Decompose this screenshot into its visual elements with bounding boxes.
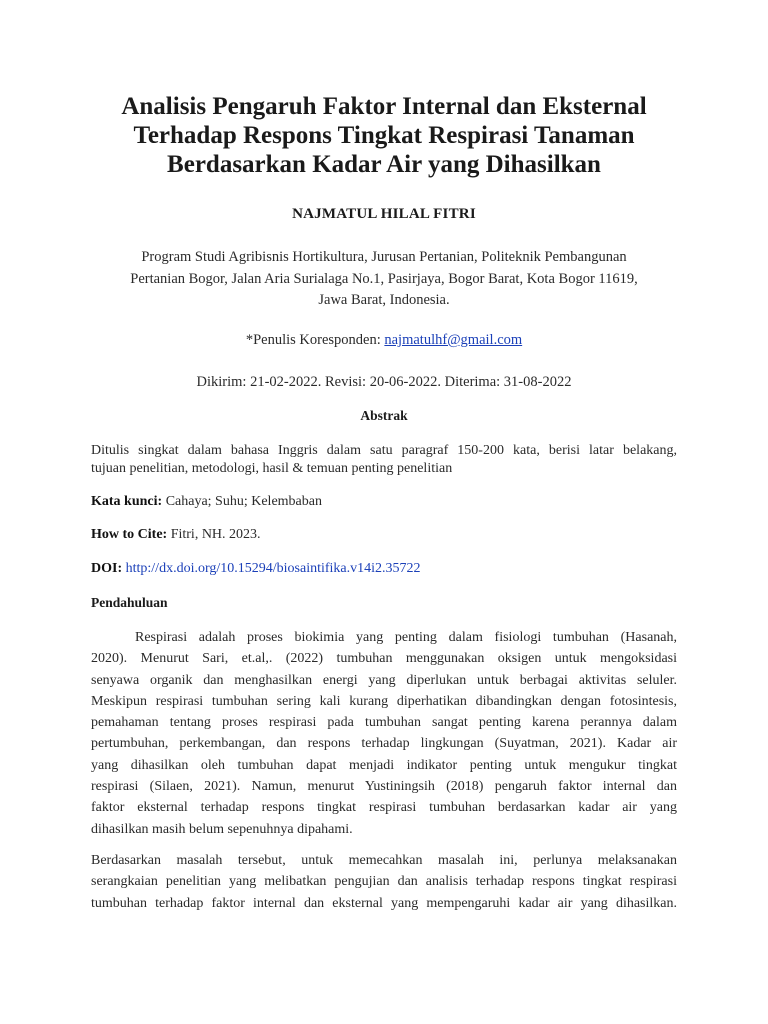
paragraph-line: 2020). Menurut Sari, et.al,. (2022) tumbuhan menggunakan oksigen untuk mengoksidasi xyxy=(91,651,677,667)
paragraph-line: tumbuhan terhadap faktor internal dan eksternal yang mempengaruhi kadar air yang dihasilkan. xyxy=(91,895,677,911)
intro-paragraph-1 xyxy=(91,627,677,840)
paragraph-line: pertumbuhan, perkembangan, dan respons terhadap lingkungan (Suyatman, 2021). Kadar air xyxy=(91,736,677,752)
paragraph-line: dihasilkan masih belum sepenuhnya dipahami. xyxy=(91,821,353,837)
paragraph-line: Meskipun respirasi tumbuhan sering kali kurang diperhatikan dibandingkan dengan fotosintesis, xyxy=(91,693,677,709)
keywords-value: Cahaya; Suhu; Kelembaban xyxy=(165,494,322,509)
paragraph-line: Respirasi adalah proses biokimia yang penting dalam fisiologi tumbuhan (Hasanah, xyxy=(135,630,677,645)
title-line: Terhadap Respons Tingkat Respirasi Tanaman xyxy=(133,122,635,149)
author-name: NAJMATUL HILAL FITRI xyxy=(292,206,476,222)
correspondence-label: *Penulis Koresponden: xyxy=(245,332,381,348)
abstract-line: Ditulis singkat dalam bahasa Inggris dalam satu paragraf 150-200 kata, berisi latar belakang, xyxy=(91,443,677,458)
keywords xyxy=(91,494,322,510)
affiliation xyxy=(80,247,688,312)
paragraph-line: senyawa organik dan menghasilkan energi yang diperlukan untuk berbagai aktivitas seluler. xyxy=(91,672,677,688)
paper-title xyxy=(60,92,708,179)
correspondence xyxy=(0,332,768,349)
title-line: Analisis Pengaruh Faktor Internal dan Eksternal xyxy=(121,93,647,120)
doi xyxy=(91,561,421,577)
abstract-heading: Abstrak xyxy=(360,408,408,423)
paragraph-line: pemahaman tentang proses respirasi pada tumbuhan sangat penting karena perannya dalam xyxy=(91,715,677,731)
paragraph-line: respirasi (Silaen, 2021). Namun, menurut Yustiningsih (2018) pengaruh faktor internal dan xyxy=(91,779,677,795)
title-line: Berdasarkan Kadar Air yang Dihasilkan xyxy=(167,151,601,178)
paragraph-line: Berdasarkan masalah tersebut, untuk memecahkan masalah ini, perlunya melaksanakan xyxy=(91,853,677,868)
section-heading: Pendahuluan xyxy=(91,595,168,610)
cite-value: Fitri, NH. 2023. xyxy=(170,527,261,542)
abstract-line: tujuan penelitian, metodologi, hasil & temuan penting penelitian xyxy=(91,461,453,476)
affiliation-line: Jawa Barat, Indonesia. xyxy=(318,292,450,308)
keywords-label: Kata kunci: xyxy=(91,494,163,509)
cite-label: How to Cite: xyxy=(91,527,168,542)
submission-dates: Dikirim: 21-02-2022. Revisi: 20-06-2022. Diterima: 31-08-2022 xyxy=(196,374,572,390)
paragraph-line: serangkaian penelitian yang melibatkan pengujian dan analisis terhadap respons tingkat respirasi xyxy=(91,874,677,890)
affiliation-line: Pertanian Bogor, Jalan Aria Surialaga No.1, Pasirjaya, Bogor Barat, Kota Bogor 11619, xyxy=(130,270,638,287)
intro-paragraph-2 xyxy=(91,850,677,914)
doi-link[interactable]: http://dx.doi.org/10.15294/biosaintifika.v14i2.35722 xyxy=(125,561,421,576)
correspondence-email-link[interactable]: najmatulhf@gmail.com xyxy=(384,332,523,348)
paragraph-line: faktor eksternal terhadap respons tingkat respirasi tumbuhan berdasarkan kadar air yang xyxy=(91,800,677,816)
how-to-cite xyxy=(91,527,261,543)
affiliation-line: Program Studi Agribisnis Hortikultura, Jurusan Pertanian, Politeknik Pembangunan xyxy=(141,249,627,265)
abstract-text xyxy=(91,442,677,478)
paragraph-line: yang dihasilkan oleh tumbuhan dapat menjadi indikator penting untuk mengukur tingkat xyxy=(91,757,677,773)
doi-label: DOI: xyxy=(91,561,123,576)
